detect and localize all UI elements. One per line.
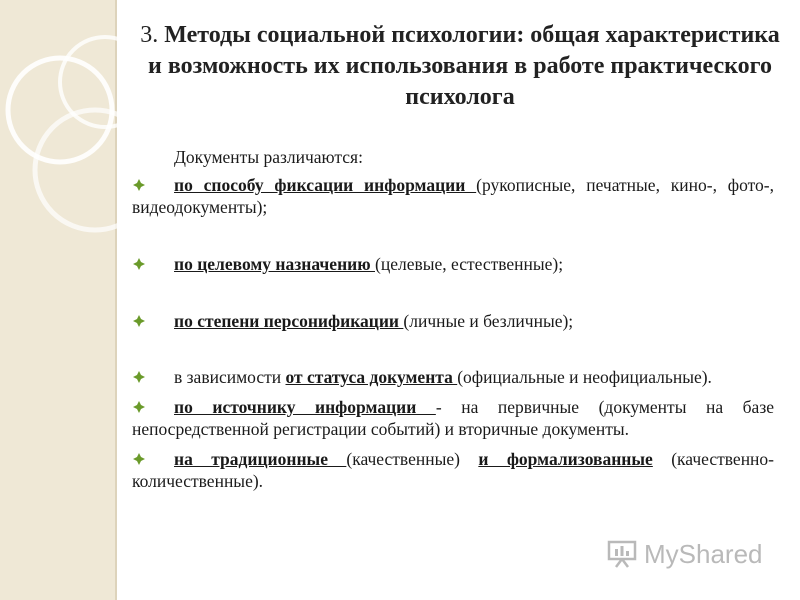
item-key: на традиционные — [174, 449, 347, 469]
item-detail: (рукописные, печатные, кино-, фото-, видеодокументы); — [132, 175, 774, 217]
diamond-bullet-icon — [132, 314, 146, 328]
watermark-brand: MyShared — [644, 538, 763, 569]
title-number: 3. — [140, 22, 159, 48]
item-prefix: в зависимости — [174, 367, 286, 387]
title-text: Методы социальной психологии: общая характеристика и возможность их использования в работе практического психолога — [148, 22, 780, 110]
item-detail-2: (качественно-количественные). — [132, 449, 774, 491]
item-detail: - на первичные (документы на базе непосредственной регистрации событий) и вторичные документы. — [132, 397, 774, 439]
presentation-board-icon — [606, 539, 638, 569]
diamond-bullet-icon — [132, 178, 146, 192]
list-item-personification — [132, 310, 774, 332]
list-item-source — [132, 396, 774, 440]
item-key: по степени персонификации — [174, 311, 404, 331]
item-key: по способу фиксации информации — [174, 175, 477, 195]
item-key: по целевому назначению — [174, 254, 375, 274]
diamond-bullet-icon — [132, 400, 146, 414]
item-key-2: и формализованные — [478, 449, 653, 469]
item-detail: (целевые, естественные); — [375, 254, 564, 274]
slide-content — [132, 146, 774, 492]
item-detail: (официальные и неофициальные). — [457, 367, 712, 387]
diamond-bullet-icon — [132, 452, 146, 466]
slide-title — [140, 20, 780, 113]
watermark-logo — [606, 538, 763, 570]
list-item-traditional — [132, 448, 774, 492]
item-key: по источнику информации — [174, 397, 436, 417]
item-detail: (личные и безличные); — [403, 311, 574, 331]
list-item-purpose — [132, 253, 774, 275]
list-item-fixation — [132, 174, 774, 218]
diamond-bullet-icon — [132, 257, 146, 271]
decorative-circles — [0, 0, 130, 300]
item-detail: (качественные) — [346, 449, 479, 469]
intro-text: Документы различаются: — [174, 147, 363, 167]
item-key: от статуса документа — [285, 367, 458, 387]
diamond-bullet-icon — [132, 370, 146, 384]
list-item-status — [132, 366, 774, 388]
